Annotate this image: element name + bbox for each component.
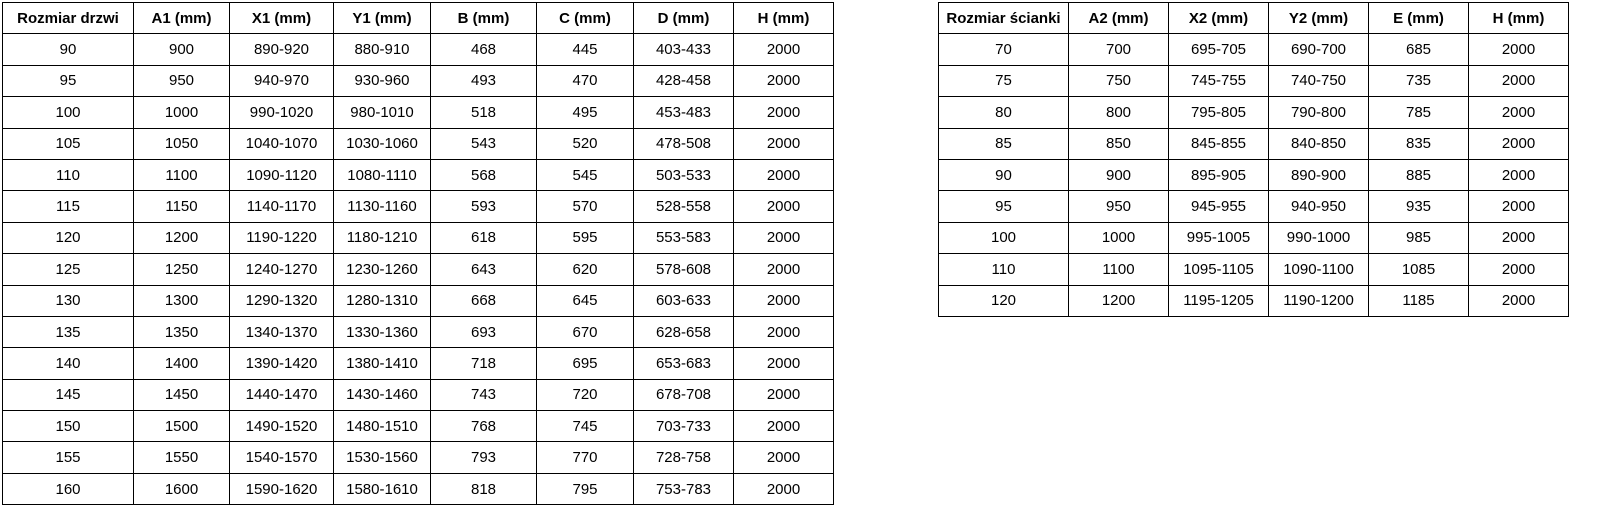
- table-cell: 793: [431, 442, 537, 473]
- table-cell: 1400: [134, 348, 230, 379]
- table-cell: 2000: [734, 379, 834, 410]
- table-cell: 990-1020: [230, 97, 334, 128]
- table-cell: 503-533: [634, 159, 734, 190]
- table-cell: 130: [3, 285, 134, 316]
- table-cell: 445: [537, 34, 634, 65]
- table-row: [3, 222, 834, 253]
- table-cell: 545: [537, 159, 634, 190]
- table-cell: 593: [431, 191, 537, 222]
- table-cell: 1080-1110: [334, 159, 431, 190]
- table-cell: 2000: [1469, 65, 1569, 96]
- table-cell: 1240-1270: [230, 254, 334, 285]
- table-cell: 140: [3, 348, 134, 379]
- table-cell: 578-608: [634, 254, 734, 285]
- table-cell: 693: [431, 316, 537, 347]
- table-cell: 880-910: [334, 34, 431, 65]
- table-cell: 618: [431, 222, 537, 253]
- table-cell: 90: [3, 34, 134, 65]
- table-cell: 2000: [734, 473, 834, 504]
- table-cell: 145: [3, 379, 134, 410]
- table-cell: 595: [537, 222, 634, 253]
- table-cell: 1490-1520: [230, 411, 334, 442]
- table-cell: 2000: [734, 411, 834, 442]
- table-cell: 2000: [1469, 97, 1569, 128]
- table-cell: 840-850: [1269, 128, 1369, 159]
- column-header: Y2 (mm): [1269, 3, 1369, 34]
- table-cell: 135: [3, 316, 134, 347]
- table-cell: 2000: [734, 159, 834, 190]
- table-row: [3, 442, 834, 473]
- table-cell: 2000: [1469, 254, 1569, 285]
- table-cell: 90: [939, 159, 1069, 190]
- table-cell: 553-583: [634, 222, 734, 253]
- table-cell: 790-800: [1269, 97, 1369, 128]
- table-cell: 753-783: [634, 473, 734, 504]
- table-cell: 95: [939, 191, 1069, 222]
- table-cell: 568: [431, 159, 537, 190]
- table-cell: 110: [3, 159, 134, 190]
- table-row: [3, 128, 834, 159]
- table-cell: 518: [431, 97, 537, 128]
- table-cell: 1340-1370: [230, 316, 334, 347]
- table-cell: 745: [537, 411, 634, 442]
- table-cell: 453-483: [634, 97, 734, 128]
- table-cell: 85: [939, 128, 1069, 159]
- column-header: H (mm): [1469, 3, 1569, 34]
- column-header: C (mm): [537, 3, 634, 34]
- table-cell: 2000: [1469, 285, 1569, 316]
- table-cell: 940-950: [1269, 191, 1369, 222]
- header-row: [939, 3, 1569, 34]
- table-cell: 1440-1470: [230, 379, 334, 410]
- table-row: [3, 191, 834, 222]
- wall-panel-size-table: [938, 2, 1569, 317]
- table-cell: 150: [3, 411, 134, 442]
- table-cell: 1300: [134, 285, 230, 316]
- table-cell: 1150: [134, 191, 230, 222]
- table-cell: 950: [134, 65, 230, 96]
- table-cell: 1390-1420: [230, 348, 334, 379]
- table-cell: 743: [431, 379, 537, 410]
- table-row: [939, 222, 1569, 253]
- table-cell: 120: [3, 222, 134, 253]
- table-cell: 1580-1610: [334, 473, 431, 504]
- table-cell: 2000: [1469, 222, 1569, 253]
- table-row: [939, 97, 1569, 128]
- table-row: [3, 348, 834, 379]
- table-cell: 2000: [734, 316, 834, 347]
- table-row: [939, 34, 1569, 65]
- table-cell: 900: [134, 34, 230, 65]
- table-row: [939, 128, 1569, 159]
- table-cell: 885: [1369, 159, 1469, 190]
- column-header: Rozmiar ścianki: [939, 3, 1069, 34]
- table-cell: 2000: [1469, 34, 1569, 65]
- table-row: [3, 159, 834, 190]
- table-cell: 1195-1205: [1169, 285, 1269, 316]
- table-cell: 2000: [734, 191, 834, 222]
- header-row: [3, 3, 834, 34]
- table-cell: 728-758: [634, 442, 734, 473]
- table-cell: 668: [431, 285, 537, 316]
- table-row: [3, 254, 834, 285]
- table-cell: 70: [939, 34, 1069, 65]
- table-cell: 80: [939, 97, 1069, 128]
- column-header: B (mm): [431, 3, 537, 34]
- table-cell: 100: [3, 97, 134, 128]
- column-header: X2 (mm): [1169, 3, 1269, 34]
- table-cell: 745-755: [1169, 65, 1269, 96]
- table-cell: 1550: [134, 442, 230, 473]
- table-cell: 1030-1060: [334, 128, 431, 159]
- table-cell: 1100: [134, 159, 230, 190]
- table-cell: 1600: [134, 473, 230, 504]
- column-header: A1 (mm): [134, 3, 230, 34]
- table-cell: 2000: [734, 348, 834, 379]
- table-cell: 1530-1560: [334, 442, 431, 473]
- table-cell: 1000: [134, 97, 230, 128]
- table-cell: 835: [1369, 128, 1469, 159]
- table-row: [3, 411, 834, 442]
- table-row: [939, 285, 1569, 316]
- table-row: [3, 97, 834, 128]
- table-cell: 995-1005: [1169, 222, 1269, 253]
- column-header: E (mm): [1369, 3, 1469, 34]
- table-cell: 735: [1369, 65, 1469, 96]
- table-cell: 1380-1410: [334, 348, 431, 379]
- table-cell: 120: [939, 285, 1069, 316]
- table-cell: 1450: [134, 379, 230, 410]
- table-cell: 1085: [1369, 254, 1469, 285]
- table-cell: 468: [431, 34, 537, 65]
- table-cell: 785: [1369, 97, 1469, 128]
- table-cell: 2000: [1469, 128, 1569, 159]
- table-cell: 100: [939, 222, 1069, 253]
- table-cell: 2000: [734, 97, 834, 128]
- table-cell: 895-905: [1169, 159, 1269, 190]
- table-cell: 890-920: [230, 34, 334, 65]
- table-cell: 115: [3, 191, 134, 222]
- table-cell: 1350: [134, 316, 230, 347]
- table-cell: 2000: [734, 65, 834, 96]
- table-cell: 845-855: [1169, 128, 1269, 159]
- table-cell: 768: [431, 411, 537, 442]
- table-cell: 2000: [734, 442, 834, 473]
- table-cell: 1050: [134, 128, 230, 159]
- table-cell: 478-508: [634, 128, 734, 159]
- column-header: Y1 (mm): [334, 3, 431, 34]
- table-cell: 1040-1070: [230, 128, 334, 159]
- table-cell: 628-658: [634, 316, 734, 347]
- table-cell: 493: [431, 65, 537, 96]
- table-cell: 1480-1510: [334, 411, 431, 442]
- table-cell: 1430-1460: [334, 379, 431, 410]
- table-cell: 570: [537, 191, 634, 222]
- table-cell: 1180-1210: [334, 222, 431, 253]
- table-cell: 1190-1200: [1269, 285, 1369, 316]
- table-cell: 1095-1105: [1169, 254, 1269, 285]
- table-cell: 2000: [1469, 159, 1569, 190]
- table-cell: 1540-1570: [230, 442, 334, 473]
- table-cell: 603-633: [634, 285, 734, 316]
- table-cell: 1290-1320: [230, 285, 334, 316]
- table-cell: 1190-1220: [230, 222, 334, 253]
- table-cell: 1280-1310: [334, 285, 431, 316]
- table-cell: 850: [1069, 128, 1169, 159]
- table-row: [939, 159, 1569, 190]
- column-header: A2 (mm): [1069, 3, 1169, 34]
- table-cell: 645: [537, 285, 634, 316]
- table-cell: 1090-1120: [230, 159, 334, 190]
- column-header: Rozmiar drzwi: [3, 3, 134, 34]
- table-cell: 528-558: [634, 191, 734, 222]
- table-cell: 1250: [134, 254, 230, 285]
- table-cell: 75: [939, 65, 1069, 96]
- table-cell: 543: [431, 128, 537, 159]
- table-cell: 2000: [734, 128, 834, 159]
- table-cell: 800: [1069, 97, 1169, 128]
- table-cell: 428-458: [634, 65, 734, 96]
- table-cell: 403-433: [634, 34, 734, 65]
- table-cell: 1140-1170: [230, 191, 334, 222]
- table-cell: 110: [939, 254, 1069, 285]
- table-row: [3, 285, 834, 316]
- table-cell: 2000: [1469, 191, 1569, 222]
- table-cell: 950: [1069, 191, 1169, 222]
- table-cell: 1590-1620: [230, 473, 334, 504]
- table-cell: 718: [431, 348, 537, 379]
- table-cell: 695-705: [1169, 34, 1269, 65]
- column-header: D (mm): [634, 3, 734, 34]
- table-cell: 720: [537, 379, 634, 410]
- table-cell: 740-750: [1269, 65, 1369, 96]
- table-cell: 1330-1360: [334, 316, 431, 347]
- table-cell: 985: [1369, 222, 1469, 253]
- table-cell: 678-708: [634, 379, 734, 410]
- table-cell: 160: [3, 473, 134, 504]
- table-cell: 95: [3, 65, 134, 96]
- table-cell: 2000: [734, 285, 834, 316]
- table-cell: 930-960: [334, 65, 431, 96]
- column-header: H (mm): [734, 3, 834, 34]
- table-row: [3, 34, 834, 65]
- table-cell: 105: [3, 128, 134, 159]
- table-cell: 770: [537, 442, 634, 473]
- table-cell: 125: [3, 254, 134, 285]
- table-cell: 653-683: [634, 348, 734, 379]
- table-cell: 495: [537, 97, 634, 128]
- table-cell: 643: [431, 254, 537, 285]
- table-cell: 2000: [734, 254, 834, 285]
- table-cell: 2000: [734, 222, 834, 253]
- table-row: [3, 379, 834, 410]
- table-cell: 703-733: [634, 411, 734, 442]
- table-row: [939, 65, 1569, 96]
- table-cell: 690-700: [1269, 34, 1369, 65]
- table-cell: 990-1000: [1269, 222, 1369, 253]
- table-cell: 750: [1069, 65, 1169, 96]
- table-row: [3, 65, 834, 96]
- column-header: X1 (mm): [230, 3, 334, 34]
- table-cell: 1090-1100: [1269, 254, 1369, 285]
- table-cell: 1130-1160: [334, 191, 431, 222]
- table-cell: 670: [537, 316, 634, 347]
- table-cell: 980-1010: [334, 97, 431, 128]
- table-cell: 1200: [1069, 285, 1169, 316]
- table-row: [939, 191, 1569, 222]
- table-cell: 1500: [134, 411, 230, 442]
- table-cell: 935: [1369, 191, 1469, 222]
- table-cell: 155: [3, 442, 134, 473]
- table-cell: 795: [537, 473, 634, 504]
- table-cell: 2000: [734, 34, 834, 65]
- table-row: [3, 473, 834, 504]
- table-cell: 685: [1369, 34, 1469, 65]
- door-size-table: [2, 2, 834, 505]
- table-row: [3, 316, 834, 347]
- table-cell: 1000: [1069, 222, 1169, 253]
- table-cell: 1230-1260: [334, 254, 431, 285]
- table-row: [939, 254, 1569, 285]
- table-cell: 1200: [134, 222, 230, 253]
- table-cell: 470: [537, 65, 634, 96]
- table-cell: 890-900: [1269, 159, 1369, 190]
- table-cell: 695: [537, 348, 634, 379]
- table-cell: 1100: [1069, 254, 1169, 285]
- table-cell: 940-970: [230, 65, 334, 96]
- table-cell: 795-805: [1169, 97, 1269, 128]
- table-cell: 900: [1069, 159, 1169, 190]
- table-cell: 700: [1069, 34, 1169, 65]
- table-cell: 818: [431, 473, 537, 504]
- table-cell: 945-955: [1169, 191, 1269, 222]
- table-cell: 620: [537, 254, 634, 285]
- table-cell: 1185: [1369, 285, 1469, 316]
- table-cell: 520: [537, 128, 634, 159]
